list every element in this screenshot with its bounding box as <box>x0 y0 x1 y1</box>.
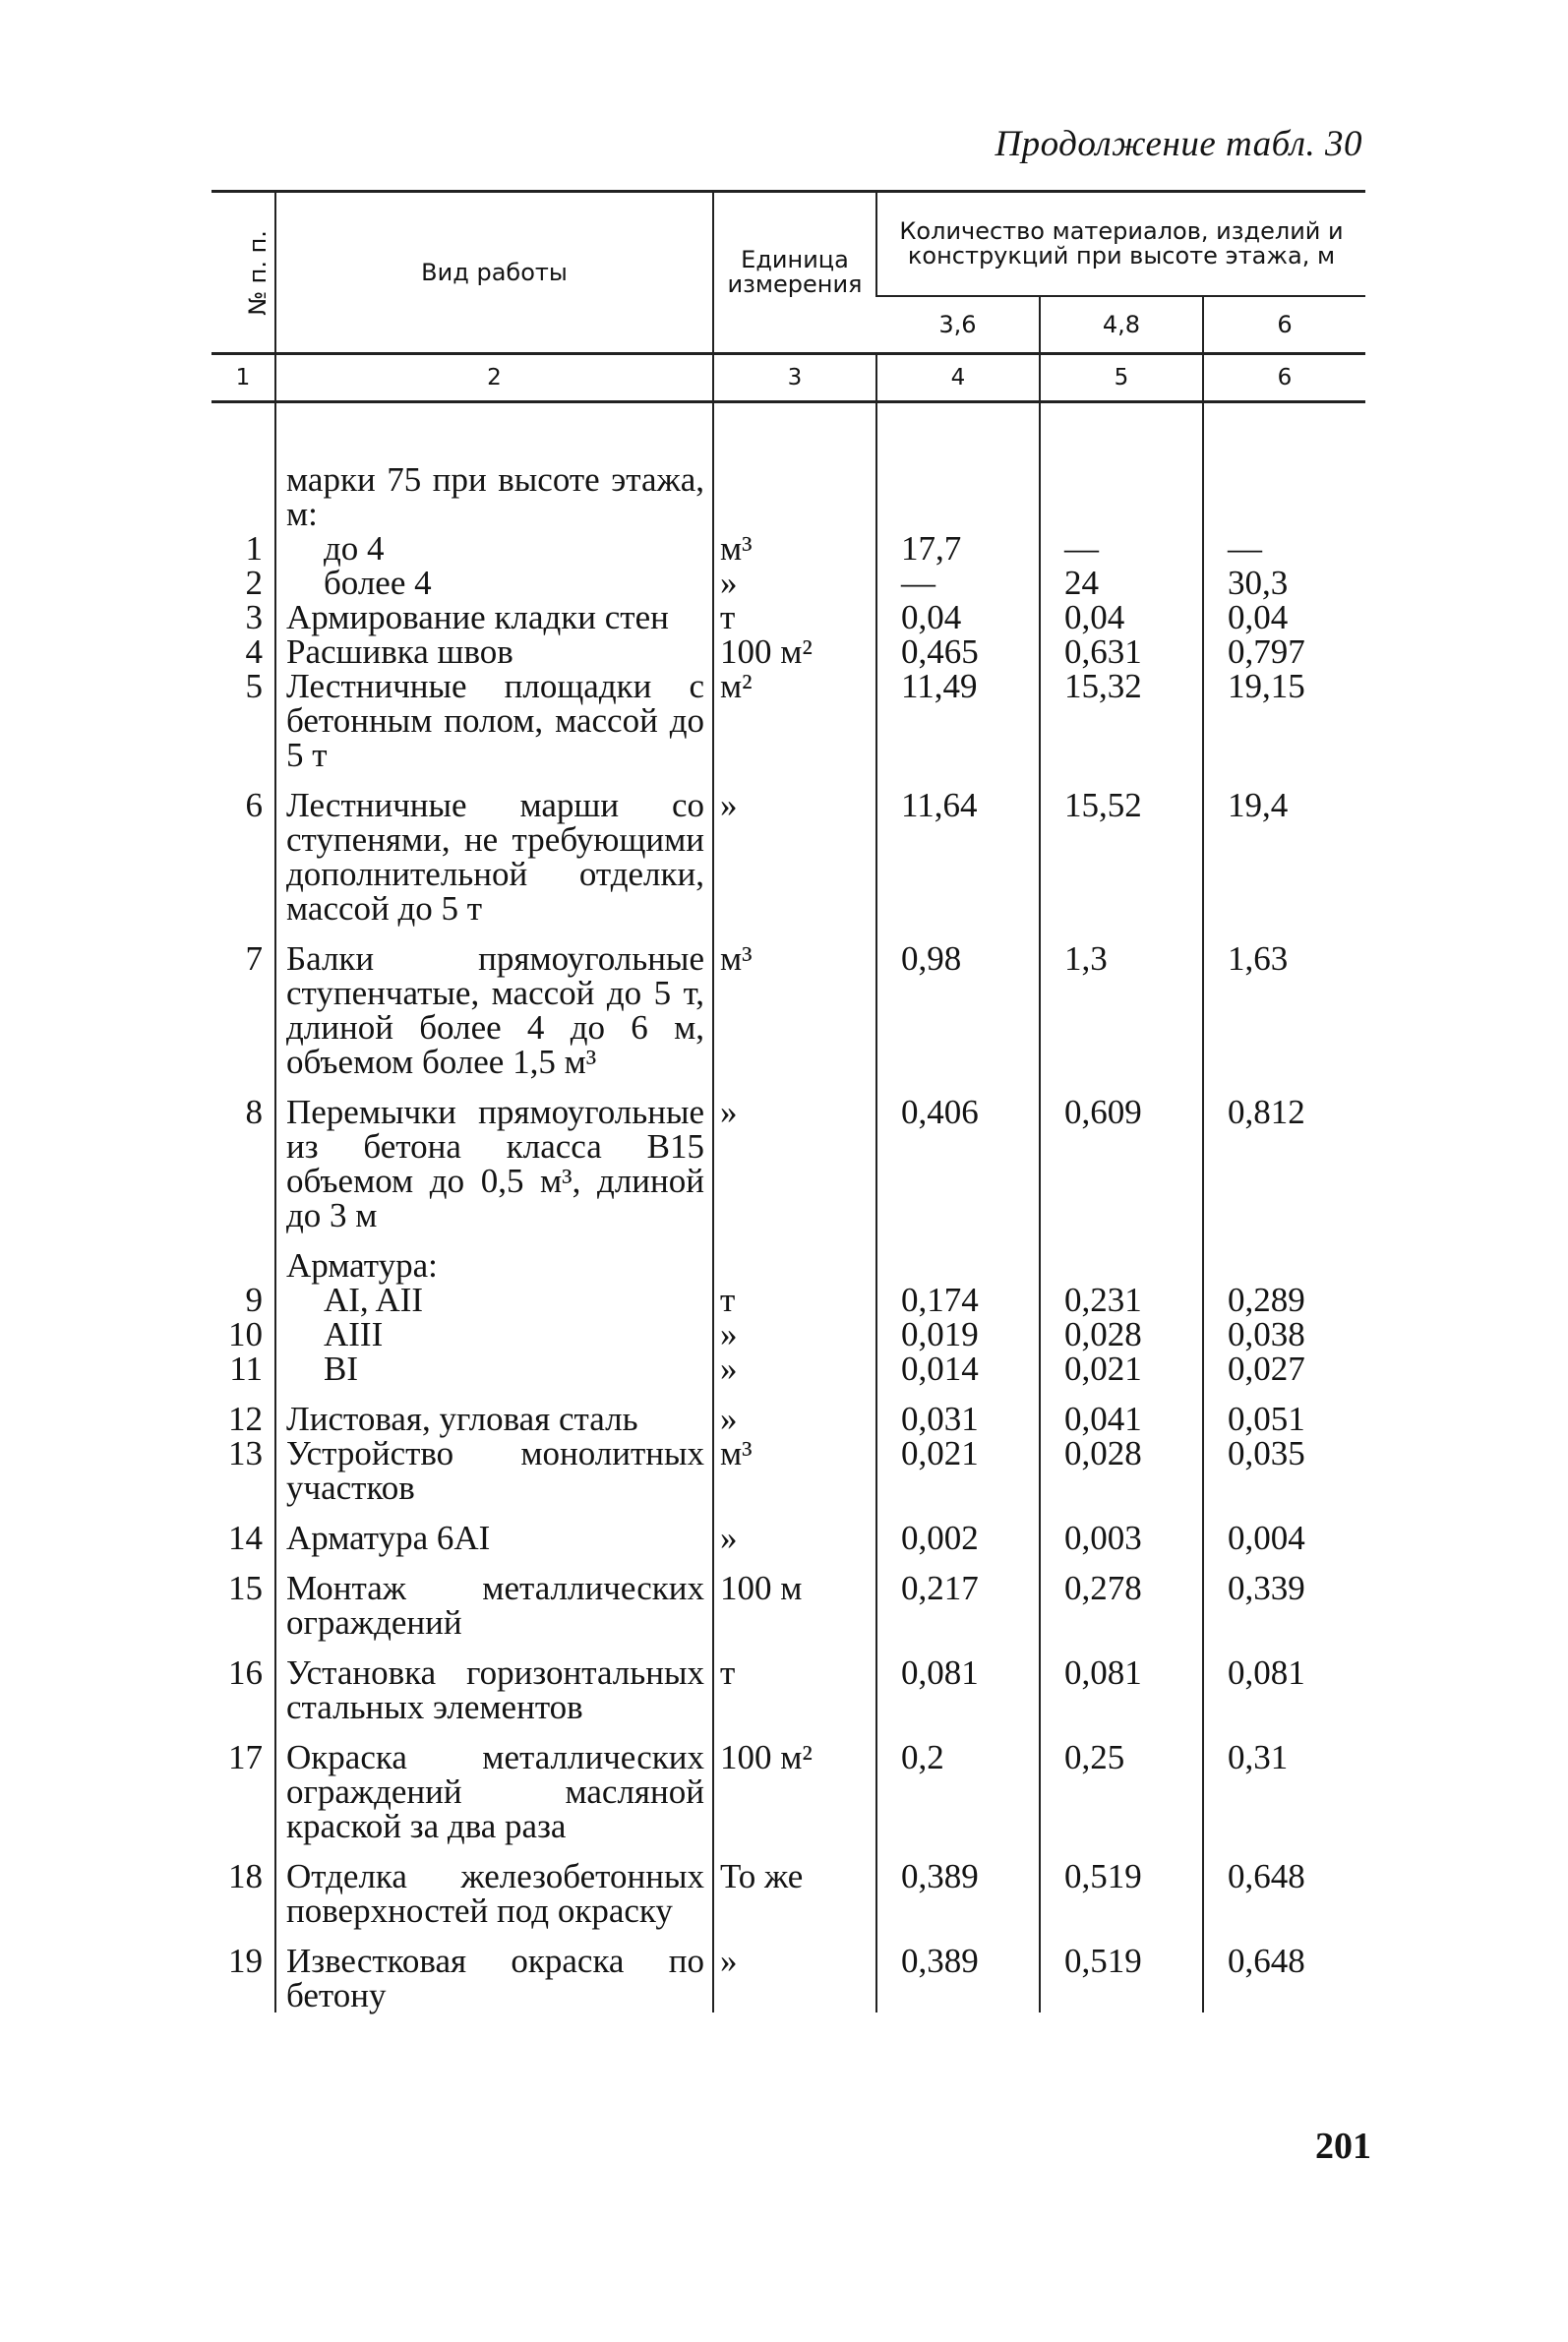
value-height-1-cell <box>876 402 1040 532</box>
unit-cell: » <box>713 1505 876 1555</box>
value-height-1-cell: — <box>876 566 1040 600</box>
unit-cell: 100 м² <box>713 634 876 669</box>
value-height-2-cell: 0,25 <box>1040 1724 1203 1843</box>
table-row <box>211 1555 1365 1640</box>
unit-cell: м³ <box>713 531 876 566</box>
table-row <box>211 1351 1365 1386</box>
unit-cell: т <box>713 1283 876 1317</box>
unit-cell: 100 м <box>713 1555 876 1640</box>
value-height-1-cell: 0,04 <box>876 600 1040 634</box>
unit-cell: » <box>713 1317 876 1351</box>
work-type-cell: Листовая, угловая сталь <box>275 1386 713 1436</box>
row-number-cell: 13 <box>228 1434 263 1472</box>
row-number-cell <box>211 402 275 532</box>
value-height-1-cell: 17,7 <box>876 531 1040 566</box>
value-height-1-cell: 0,021 <box>876 1436 1040 1505</box>
table-row <box>211 1283 1365 1317</box>
table-row <box>211 1232 1365 1283</box>
table-row <box>211 926 1365 1079</box>
table-row <box>211 1317 1365 1351</box>
value-height-2-cell: 0,081 <box>1040 1640 1203 1724</box>
table-row <box>211 1640 1365 1724</box>
unit-cell: » <box>713 566 876 600</box>
value-height-2-cell: 0,04 <box>1040 600 1203 634</box>
header-quantity-group: Количество материалов, изделий и конструкций при высоте этажа, м <box>876 192 1365 297</box>
value-height-2-cell: 0,028 <box>1040 1317 1203 1351</box>
value-height-2-cell: 0,609 <box>1040 1079 1203 1232</box>
work-type-cell: Арматура 6AI <box>275 1505 713 1555</box>
work-type-cell: Перемычки прямоугольные из бетона класса В15 объемом до 0,5 м³, длиной до 3 м <box>275 1079 713 1232</box>
table-row <box>211 669 1365 772</box>
value-height-3-cell: 0,797 <box>1203 634 1365 669</box>
value-height-2-cell <box>1040 1232 1203 1283</box>
value-height-1-cell: 0,389 <box>876 1843 1040 1928</box>
row-number-cell: 1 <box>245 529 263 568</box>
table-row <box>211 772 1365 926</box>
value-height-3-cell: 0,004 <box>1203 1505 1365 1555</box>
value-height-1-cell: 0,174 <box>876 1283 1040 1317</box>
table-caption: Продолжение табл. 30 <box>995 124 1362 164</box>
value-height-3-cell: 0,051 <box>1203 1386 1365 1436</box>
value-height-1-cell: 0,081 <box>876 1640 1040 1724</box>
header-colnum-6: 6 <box>1203 354 1365 402</box>
work-type-cell <box>275 1351 713 1386</box>
row-number-cell: 16 <box>228 1653 263 1692</box>
row-number-cell <box>211 1232 275 1283</box>
work-type-cell: Отделка железобетонных поверхностей под окраску <box>275 1843 713 1928</box>
header-height-2: 4,8 <box>1040 296 1203 354</box>
value-height-2-cell: 0,631 <box>1040 634 1203 669</box>
work-type-cell <box>275 1283 713 1317</box>
row-number-cell: 14 <box>228 1519 263 1557</box>
unit-cell: » <box>713 1079 876 1232</box>
value-height-2-cell: 15,32 <box>1040 669 1203 772</box>
value-height-1-cell: 0,217 <box>876 1555 1040 1640</box>
work-type-cell: Окраска металлических ограждений масляной краской за два раза <box>275 1724 713 1843</box>
header-height-1: 3,6 <box>876 296 1040 354</box>
header-height-3: 6 <box>1203 296 1365 354</box>
unit-cell: » <box>713 1386 876 1436</box>
row-number-cell: 2 <box>245 564 263 602</box>
value-height-2-cell: 0,021 <box>1040 1351 1203 1386</box>
row-number-cell: 6 <box>245 786 263 824</box>
table-row <box>211 1386 1365 1436</box>
table-row <box>211 531 1365 566</box>
value-height-2-cell <box>1040 402 1203 532</box>
value-height-3-cell: 30,3 <box>1203 566 1365 600</box>
work-type-cell: Лестничные марши со ступенями, не требующими дополнительной отделки, массой до 5 т <box>275 772 713 926</box>
unit-cell: т <box>713 600 876 634</box>
value-height-2-cell: 15,52 <box>1040 772 1203 926</box>
work-type-text: AI, AII <box>324 1281 424 1319</box>
work-type-cell: Устройство монолитных участков <box>275 1436 713 1505</box>
table-row <box>211 1724 1365 1843</box>
row-number-cell: 18 <box>228 1857 263 1895</box>
value-height-2-cell: 0,519 <box>1040 1928 1203 2012</box>
value-height-1-cell: 0,389 <box>876 1928 1040 2012</box>
row-number-cell: 4 <box>245 632 263 671</box>
value-height-2-cell: 0,231 <box>1040 1283 1203 1317</box>
value-height-1-cell: 0,465 <box>876 634 1040 669</box>
work-type-cell: Арматура: <box>275 1232 713 1283</box>
row-number-cell: 10 <box>228 1315 263 1353</box>
work-type-cell: Балки прямоугольные ступенчатые, массой до 5 т, длиной более 4 до 6 м, объемом более 1,5 м³ <box>275 926 713 1079</box>
value-height-3-cell: 0,648 <box>1203 1928 1365 2012</box>
unit-cell: м³ <box>713 926 876 1079</box>
unit-cell: т <box>713 1640 876 1724</box>
unit-cell: » <box>713 1351 876 1386</box>
value-height-3-cell: 0,339 <box>1203 1555 1365 1640</box>
row-number-cell: 11 <box>229 1350 263 1388</box>
value-height-2-cell: — <box>1040 531 1203 566</box>
work-type-cell: Армирование кладки стен <box>275 600 713 634</box>
header-unit: Единица измерения <box>713 192 876 354</box>
header-colnum-2: 2 <box>275 354 713 402</box>
value-height-3-cell: 0,081 <box>1203 1640 1365 1724</box>
work-type-cell: Установка горизонтальных стальных элементов <box>275 1640 713 1724</box>
unit-cell: м³ <box>713 1436 876 1505</box>
work-type-text: более 4 <box>324 564 432 602</box>
header-colnum-4: 4 <box>876 354 1040 402</box>
value-height-3-cell: 0,038 <box>1203 1317 1365 1351</box>
materials-table <box>211 190 1365 2012</box>
work-type-cell: Монтаж металлических ограждений <box>275 1555 713 1640</box>
work-type-cell: Расшивка швов <box>275 634 713 669</box>
row-number-cell: 5 <box>245 667 263 705</box>
value-height-3-cell: 19,4 <box>1203 772 1365 926</box>
value-height-1-cell: 0,031 <box>876 1386 1040 1436</box>
header-colnum-1: 1 <box>211 354 275 402</box>
value-height-1-cell: 0,014 <box>876 1351 1040 1386</box>
header-colnum-3: 3 <box>713 354 876 402</box>
table-row <box>211 402 1365 532</box>
header-row-number: № п. п. <box>211 192 275 354</box>
value-height-3-cell <box>1203 1232 1365 1283</box>
value-height-2-cell: 0,003 <box>1040 1505 1203 1555</box>
value-height-2-cell: 0,041 <box>1040 1386 1203 1436</box>
work-type-cell <box>275 531 713 566</box>
value-height-3-cell <box>1203 402 1365 532</box>
work-type-cell: Лестничные площадки с бетонным полом, массой до 5 т <box>275 669 713 772</box>
row-number-cell: 8 <box>245 1093 263 1131</box>
value-height-3-cell: 0,31 <box>1203 1724 1365 1843</box>
table-row <box>211 634 1365 669</box>
work-type-cell <box>275 1317 713 1351</box>
table-row <box>211 566 1365 600</box>
value-height-3-cell: 0,027 <box>1203 1351 1365 1386</box>
value-height-2-cell: 0,028 <box>1040 1436 1203 1505</box>
table-row <box>211 1505 1365 1555</box>
work-type-cell: марки 75 при высоте этажа, м: <box>275 402 713 532</box>
value-height-2-cell: 0,519 <box>1040 1843 1203 1928</box>
value-height-1-cell: 0,002 <box>876 1505 1040 1555</box>
work-type-text: до 4 <box>324 529 385 568</box>
table-row <box>211 1843 1365 1928</box>
table-row <box>211 1436 1365 1505</box>
unit-cell: м² <box>713 669 876 772</box>
table-row <box>211 1928 1365 2012</box>
unit-cell <box>713 1232 876 1283</box>
unit-cell <box>713 402 876 532</box>
value-height-3-cell: 0,035 <box>1203 1436 1365 1505</box>
row-number-cell: 7 <box>245 939 263 978</box>
value-height-3-cell: 0,648 <box>1203 1843 1365 1928</box>
unit-cell: То же <box>713 1843 876 1928</box>
value-height-1-cell: 0,406 <box>876 1079 1040 1232</box>
value-height-2-cell: 0,278 <box>1040 1555 1203 1640</box>
value-height-1-cell: 0,019 <box>876 1317 1040 1351</box>
value-height-1-cell: 0,2 <box>876 1724 1040 1843</box>
page-number: 201 <box>1315 2126 1371 2167</box>
value-height-1-cell: 11,49 <box>876 669 1040 772</box>
value-height-3-cell: 0,289 <box>1203 1283 1365 1317</box>
row-number-cell: 12 <box>228 1400 263 1438</box>
value-height-3-cell: 0,04 <box>1203 600 1365 634</box>
value-height-3-cell: — <box>1203 531 1365 566</box>
row-number-cell: 17 <box>228 1738 263 1776</box>
unit-cell: 100 м² <box>713 1724 876 1843</box>
value-height-3-cell: 1,63 <box>1203 926 1365 1079</box>
unit-cell: » <box>713 772 876 926</box>
value-height-3-cell: 19,15 <box>1203 669 1365 772</box>
row-number-cell: 3 <box>245 598 263 636</box>
value-height-2-cell: 24 <box>1040 566 1203 600</box>
value-height-1-cell: 11,64 <box>876 772 1040 926</box>
table-body <box>211 402 1365 2013</box>
value-height-1-cell: 0,98 <box>876 926 1040 1079</box>
work-type-text: BI <box>324 1350 358 1388</box>
value-height-1-cell <box>876 1232 1040 1283</box>
unit-cell: » <box>713 1928 876 2012</box>
row-number-cell: 19 <box>228 1942 263 1980</box>
work-type-cell: Известковая окраска по бетону <box>275 1928 713 2012</box>
header-work-type: Вид работы <box>275 192 713 354</box>
header-colnum-5: 5 <box>1040 354 1203 402</box>
value-height-2-cell: 1,3 <box>1040 926 1203 1079</box>
work-type-cell <box>275 566 713 600</box>
work-type-text: AIII <box>324 1315 384 1353</box>
table-row <box>211 1079 1365 1232</box>
value-height-3-cell: 0,812 <box>1203 1079 1365 1232</box>
row-number-cell: 15 <box>228 1569 263 1607</box>
table-row <box>211 600 1365 634</box>
table-header <box>211 192 1365 402</box>
row-number-cell: 9 <box>245 1281 263 1319</box>
